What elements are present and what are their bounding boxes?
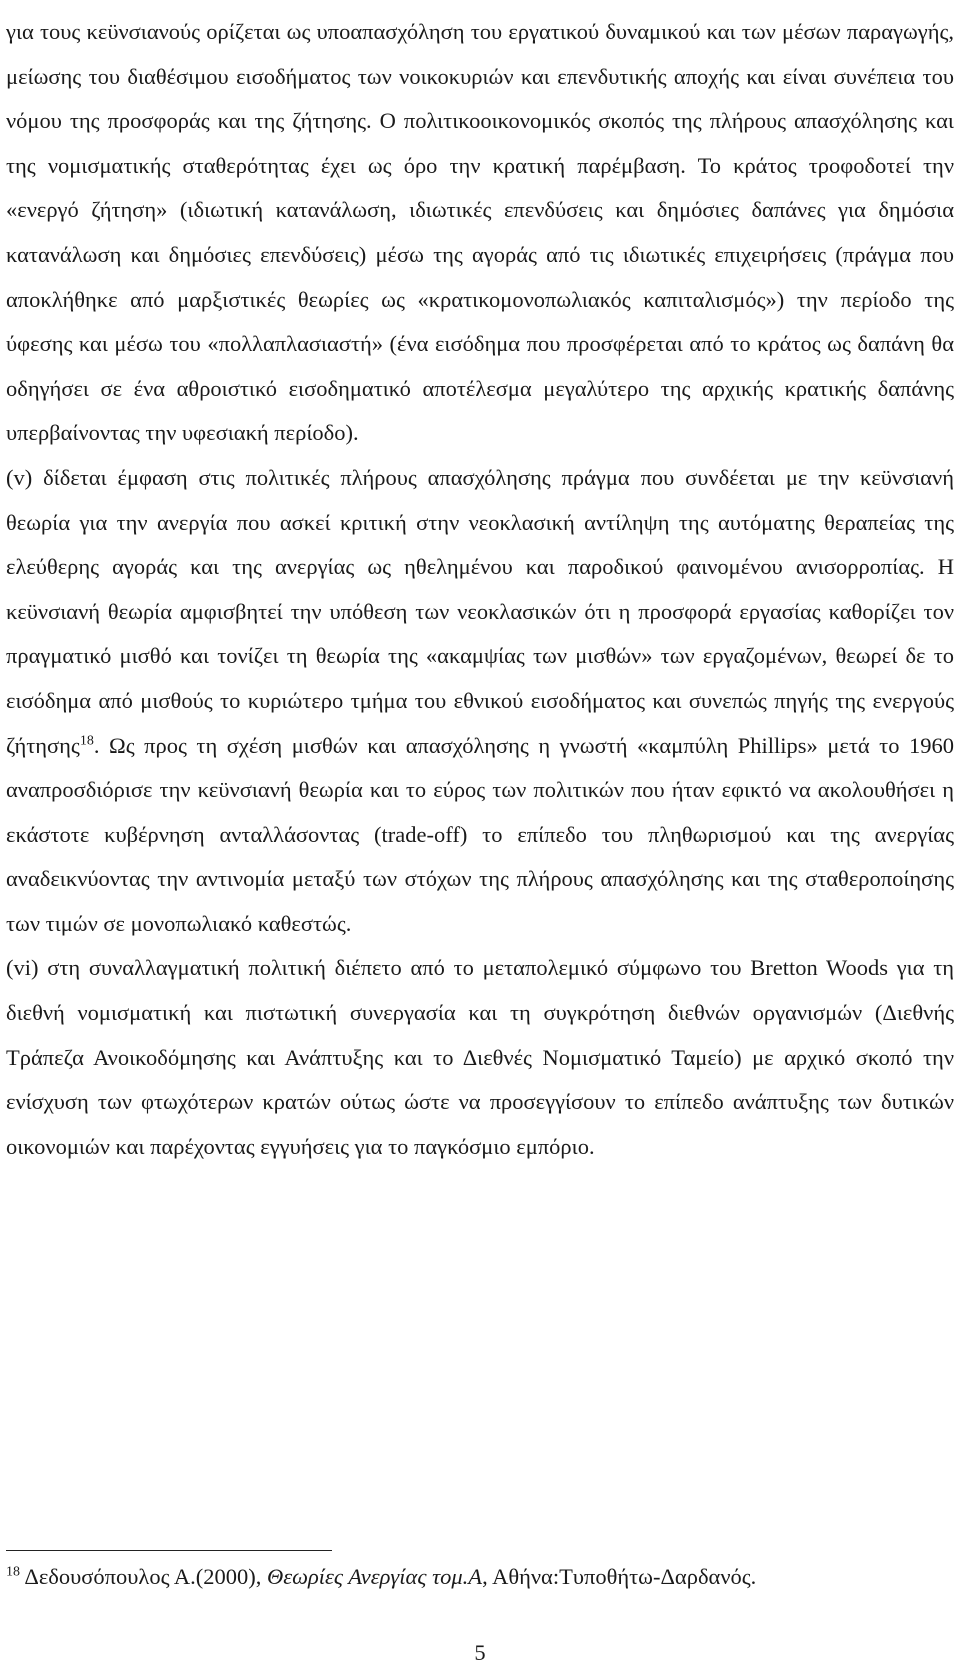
paragraph-2	[6, 456, 954, 947]
paragraph-2-text-continued: . Ως προς τη σχέση μισθών και απασχόλησης η γνωστή «καμπύλη Phillips» μετά το 1960 αναπροσδιόρισε την κεϋνσιανή θεωρία και το εύρος των πολιτικών που ήταν εφικτό να ακολουθήσει η εκάστοτε κυβέρνηση ανταλλάσοντας (trade-off) το επίπεδο του πληθωρισμού και της ανεργίας αναδεικνύοντας την αντινομία μεταξύ των στόχων της πλήρους απασχόλησης και της σταθεροποίησης των τιμών σε μονοπωλιακό καθεστώς.	[6, 732, 954, 936]
paragraph-1-text: για τους κεϋνσιανούς ορίζεται ως υποαπασχόληση του εργατικού δυναμικού και των μέσων παραγωγής, μείωσης του διαθέσιμου εισοδήματος των νοικοκυριών και επενδυτικής αποχής και είναι συνέπεια του νόμου της προσφοράς και της ζήτησης. Ο πολιτικοοικονομικός σκοπός της πλήρους απασχόλησης και της νομισματικής σταθερότητας έχει ως όρο την κρατική παρέμβαση. Το κράτος τροφοδοτεί την «ενεργό ζήτηση» (ιδιωτική κατανάλωση, ιδιωτικές επενδύσεις και δημόσιες δαπάνες για δημόσια κατανάλωση και δημόσιες επενδύσεις) μέσω της αγοράς από τις ιδιωτικές επιχειρήσεις (πράγμα που αποκλήθηκε από μαρξιστικές θεωρίες ως «κρατικομονοπωλιακός καπιταλισμός») την περίοδο της ύφεσης και μέσω του «πολλαπλασιαστή» (ένα εισόδημα που προσφέρεται από το κράτος ως δαπάνη θα οδηγήσει σε ένα αθροιστικό εισοδηματικό αποτέλεσμα μεγαλύτερο της αρχικής κρατικής δαπάνης υπερβαίνοντας την υφεσιακή περίοδο).	[6, 19, 954, 446]
paragraph-1	[6, 10, 954, 456]
body-text	[6, 10, 954, 1169]
footnote	[6, 1562, 954, 1592]
footnote-publisher: , Αθήνα:Τυποθήτω-Δαρδανός.	[482, 1564, 757, 1589]
paragraph-2-text: (v) δίδεται έμφαση στις πολιτικές πλήρους απασχόλησης πράγμα που συνδέεται με την κεϋνσιανή θεωρία για την ανεργία που ασκεί κριτική στην νεοκλασική αντίληψη της αυτόματης θεραπείας της ελεύθερης αγοράς και της ανεργίας ως ηθελημένου και παροδικού φαινομένου ανισορροπίας. Η κεϋνσιανή θεωρία αμφισβητεί την υπόθεση των νεοκλασικών ότι η προσφορά εργασίας καθορίζει τον πραγματικό μισθό και τονίζει τη θεωρία της «ακαμψίας των μισθών» των εργαζομένων, θεωρεί δε το εισόδημα από μισθούς το κυριώτερο τμήμα του εθνικού εισοδήματος και συνεπώς πηγής της ενεργούς ζήτησης	[6, 464, 954, 758]
footnote-reference[interactable]: 18	[79, 733, 94, 748]
footnote-number: 18	[6, 1564, 20, 1580]
paragraph-3-text: (vi) στη συναλλαγματική πολιτική διέπετο από το μεταπολεμικό σύμφωνο του Bretton Woods για τη διεθνή νομισματική και πιστωτική συνεργασία και τη συγκρότηση διεθνών οργανισμών (Διεθνής Τράπεζα Ανοικοδόμησης και Ανάπτυξης και το Διεθνές Νομισματικό Ταμείο) με αρχικό σκοπό την ενίσχυση των φτωχότερων κρατών ούτως ώστε να προσεγγίσουν το επίπεδο ανάπτυξης των δυτικών οικονομιών και παρέχοντας εγγυήσεις για το παγκόσμιο εμπόριο.	[6, 955, 954, 1159]
page-number: 5	[474, 1640, 486, 1665]
paragraph-3	[6, 946, 954, 1169]
footnote-author: Δεδουσόπουλος Α.(2000),	[20, 1564, 267, 1589]
footnote-title: Θεωρίες Ανεργίας τομ.Α	[266, 1564, 483, 1589]
footnote-separator	[6, 1550, 332, 1551]
